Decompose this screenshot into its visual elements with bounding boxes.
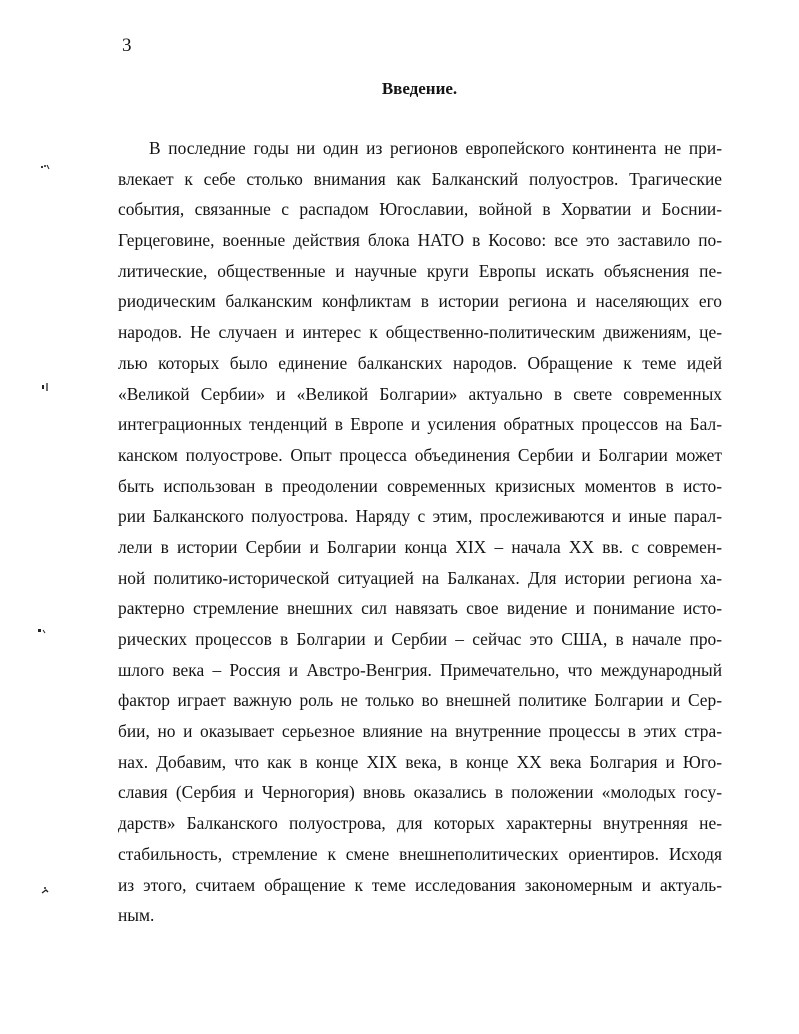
text-line: дарств» Балканского полуострова, для которых характерны внутренняя не- [118, 813, 722, 834]
scan-mark [37, 626, 49, 636]
text-line: стабильность, стремление к смене внешнеполитических ориентиров. Исходя [118, 843, 722, 864]
text-line: «Великой Сербии» и «Великой Болгарии» актуально в свете современных [118, 383, 722, 404]
text-line: рактерно стремление внешних сил навязать свое видение и понимание исто- [118, 598, 722, 619]
text-line: Герцеговине, военные действия блока НАТО в Косово: все это заставило по- [118, 230, 722, 251]
text-line: влекает к себе столько внимания как Балканский полуостров. Трагические [118, 168, 722, 189]
scan-mark [41, 381, 53, 393]
text-line: ной политико-исторической ситуацией на Балканах. Для истории региона ха- [118, 567, 722, 588]
text-line: нах. Добавим, что как в конце XIX века, в конце XX века Болгария и Юго- [118, 751, 722, 772]
text-line: интеграционных тенденций в Европе и усиления обратных процессов на Бал- [118, 414, 722, 435]
text-line: риодическим балканским конфликтам в истории региона и населяющих его [118, 291, 722, 312]
text-line: лью которых было единение балканских народов. Обращение к теме идей [118, 352, 722, 373]
scan-mark [40, 162, 52, 172]
text-line: лели в истории Сербии и Болгарии конца XIX – начала XX вв. с современ- [118, 536, 722, 557]
text-line: быть использован в преодолении современных кризисных моментов в исто- [118, 475, 722, 496]
page-number: 3 [122, 35, 132, 56]
text-line: ным. [118, 905, 155, 926]
text-line: шлого века – Россия и Австро-Венгрия. Примечательно, что международный [118, 659, 722, 680]
body-text [118, 133, 722, 931]
text-line: В последние годы ни один из регионов европейского континента не при- [149, 138, 722, 158]
text-line: канском полуострове. Опыт процесса объединения Сербии и Болгарии может [118, 444, 722, 465]
section-title: Введение. [381, 79, 458, 98]
text-line: рических процессов в Болгарии и Сербии – сейчас это США, в начале про- [118, 629, 722, 649]
text-line: фактор играет важную роль не только во внешней политике Болгарии и Сер- [118, 690, 722, 711]
scan-mark [40, 885, 52, 897]
text-line: литические, общественные и научные круги Европы искать объяснения пе- [118, 260, 722, 281]
text-line: рии Балканского полуострова. Наряду с этим, прослеживаются и иные парал- [118, 506, 722, 527]
text-line: из этого, считаем обращение к теме исследования закономерным и актуаль- [118, 874, 722, 895]
text-line: события, связанные с распадом Югославии, войной в Хорватии и Боснии- [118, 199, 722, 220]
text-line: бии, но и оказывает серьезное влияние на внутренние процессы в этих стра- [118, 721, 722, 742]
text-line: народов. Не случаен и интерес к общественно-политическим движениям, це- [118, 322, 722, 343]
text-line: славия (Сербия и Черногория) вновь оказались в положении «молодых госу- [118, 782, 722, 803]
